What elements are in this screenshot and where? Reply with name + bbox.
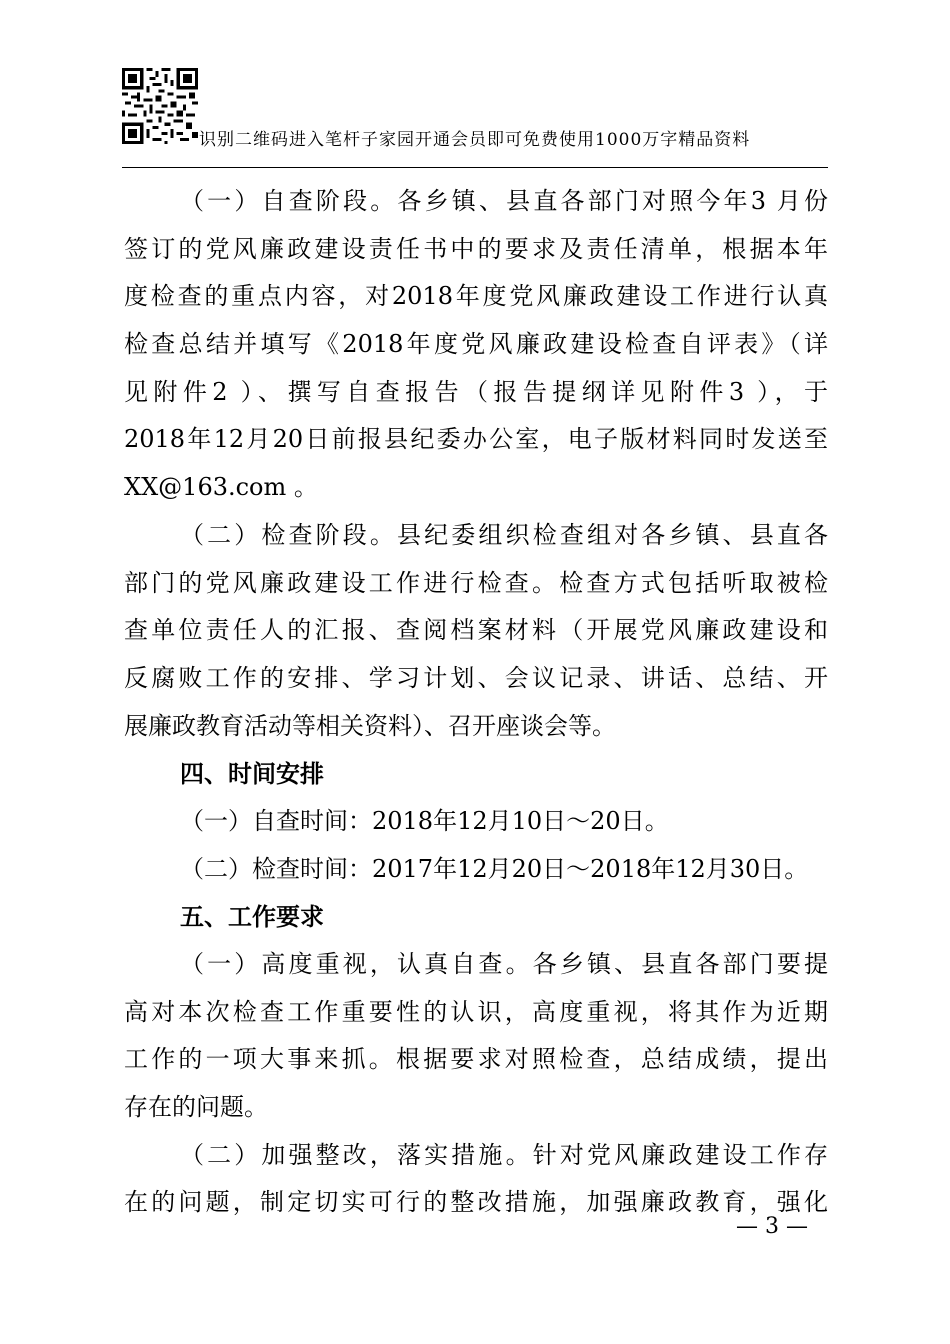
body-line: 检查总结并填写《2018年度党风廉政建设检查自评表》（详 (124, 330, 828, 359)
header-divider (122, 167, 828, 168)
schedule-item-inspection: （二）检查时间：2017年12月20日～2018年12月30日。 (180, 854, 809, 883)
body-line: 存在的问题。 (124, 1093, 268, 1122)
body-line: 在的问题，制定切实可行的整改措施，加强廉政教育，强化 (124, 1188, 828, 1217)
body-line: 工作的一项大事来抓。根据要求对照检查，总结成绩，提出 (124, 1045, 828, 1074)
body-line: 高对本次检查工作重要性的认识，高度重视，将其作为近期 (124, 997, 828, 1026)
body-line: （二）检查阶段。县纪委组织检查组对各乡镇、县直各 (180, 520, 828, 549)
body-line: 见附件2 ）、撰写自查报告（报告提纲详见附件3 ），于 (124, 377, 828, 406)
section-heading-requirements: 五、工作要求 (180, 902, 324, 932)
body-line: 反腐败工作的安排、学习计划、会议记录、讲话、总结、开 (124, 663, 828, 692)
body-line: （一）自查阶段。各乡镇、县直各部门对照今年3 月份 (180, 187, 828, 215)
qr-code-image (122, 68, 198, 144)
section-heading-schedule: 四、时间安排 (180, 759, 324, 789)
body-line: （二）加强整改，落实措施。针对党风廉政建设工作存 (180, 1140, 828, 1169)
page-number: — 3 — (736, 1214, 808, 1239)
body-line: 查单位责任人的汇报、查阅档案材料（开展党风廉政建设和 (124, 616, 828, 645)
body-line: 2018年12月20日前报县纪委办公室，电子版材料同时发送至 (124, 425, 828, 454)
document-body (124, 178, 828, 1227)
body-line: （一）高度重视，认真自查。各乡镇、县直各部门要提 (180, 950, 828, 978)
body-line: 展廉政教育活动等相关资料）、召开座谈会等。 (124, 711, 616, 740)
body-line: 部门的党风廉政建设工作进行检查。检查方式包括听取被检 (124, 568, 828, 597)
schedule-item-self-check: （一）自查时间：2018年12月10日～20日。 (180, 806, 669, 835)
body-line: 签订的党风廉政建设责任书中的要求及责任清单，根据本年 (124, 234, 828, 263)
body-line: 度检查的重点内容，对2018年度党风廉政建设工作进行认真 (124, 282, 828, 311)
email-line: XX@163.com 。 (124, 473, 318, 502)
header-promo-text: 识别二维码进入笔杆子家园开通会员即可免费使用1000万字精品资料 (199, 130, 751, 150)
